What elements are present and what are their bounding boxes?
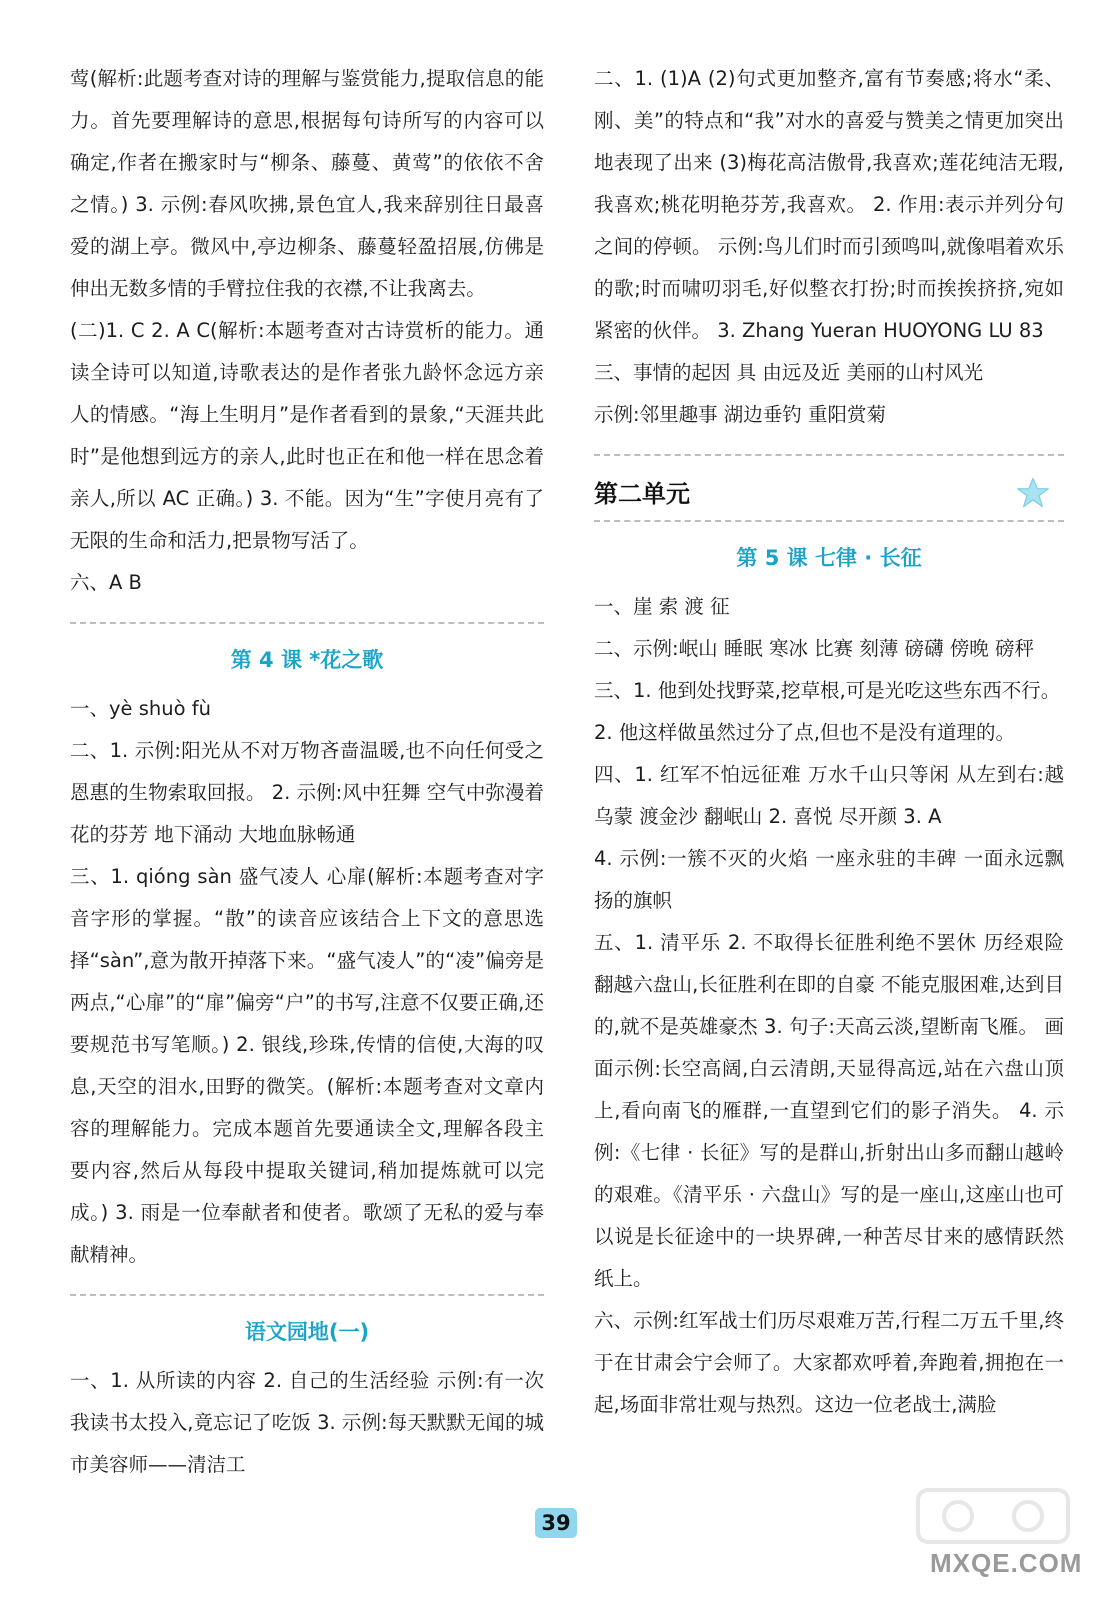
answer-paragraph: 二、示例:岷山 睡眠 寒冰 比赛 刻薄 磅礴 傍晚 磅秤 bbox=[594, 637, 1034, 660]
answer-paragraph: 一、崖 索 渡 征 bbox=[594, 595, 730, 618]
answer-paragraph: 四、1. 红军不怕远征难 万水千山只等闲 从左到右:越乌蒙 渡金沙 翻岷山 2. 喜悦 尽开颜 3. A bbox=[594, 763, 1064, 828]
answer-paragraph: 二、1. (1)A (2)句式更加整齐,富有节奏感;将水“柔、刚、美”的特点和“我”对水的喜爱与赞美之情更加突出地表现了出来 (3)梅花高洁傲骨,我喜欢;莲花纯洁无瑕,我喜欢;桃花明艳芬芳,我喜欢。 2. 作用:表示并列分句之间的停顿。 示例:鸟儿们时而引颈鸣叫,就像唱着欢乐的歌;时而啸叨羽毛,好似整衣打扮;时而挨挨挤挤,宛如紧密的伙伴。 3. Zhang Yueran HUOYONG LU 83 bbox=[594, 67, 1064, 342]
answer-paragraph: 一、yè shuò fù bbox=[70, 697, 211, 720]
answer-paragraph: 一、1. 从所读的内容 2. 自己的生活经验 示例:有一次我读书太投入,竟忘记了吃饭 3. 示例:每天默默无闻的城市美容师——清洁工 bbox=[70, 1369, 544, 1476]
watermark-text: MXQE.COM bbox=[930, 1548, 1083, 1578]
lesson-5-title: 第 5 课 七律 · 长征 bbox=[736, 546, 922, 570]
answer-paragraph: 三、事情的起因 具 由远及近 美丽的山村风光 bbox=[594, 361, 984, 384]
star-icon bbox=[1016, 476, 1050, 510]
answer-paragraph: 六、示例:红军战士们历尽艰难万苦,行程二万五千里,终于在甘肃会宁会师了。大家都欢呼着,奔跑着,拥抱在一起,场面非常壮观与热烈。这边一位老战士,满脸 bbox=[594, 1309, 1064, 1416]
section-divider bbox=[594, 454, 1064, 456]
answer-paragraph: 示例:邻里趣事 湖边垂钓 重阳赏菊 bbox=[594, 403, 886, 426]
answer-paragraph: 2. 他这样做虽然过分了点,但也不是没有道理的。 bbox=[594, 721, 1016, 744]
answer-paragraph: 4. 示例:一簇不灭的火焰 一座永驻的丰碑 一面永远飘扬的旗帜 bbox=[594, 847, 1064, 912]
answer-paragraph: 二、1. 示例:阳光从不对万物吝啬温暖,也不向任何受之恩惠的生物索取回报。 2. 示例:风中狂舞 空气中弥漫着花的芬芳 地下涌动 大地血脉畅通 bbox=[70, 739, 544, 846]
section-divider bbox=[70, 1294, 544, 1296]
answer-paragraph: 五、1. 清平乐 2. 不取得长征胜利绝不罢休 历经艰险翻越六盘山,长征胜利在即的自豪 不能克服困难,达到目的,就不是英雄豪杰 3. 句子:天高云淡,望断南飞雁。 画面示例:长空高阔,白云清朗,天显得高远,站在六盘山顶上,看向南飞的雁群,一直望到它们的影子消失。 4. 示例:《七律 · 长征》写的是群山,折射出山多而翻山越岭的艰难。《清平乐 · 六盘山》写的是一座山,这座山也可以说是长征途中的一块界碑,一种苦尽甘来的感情跃然纸上。 bbox=[594, 931, 1064, 1290]
left-column bbox=[70, 58, 544, 1486]
garden-title: 语文园地(一) bbox=[244, 1320, 370, 1344]
lesson-4-title: 第 4 课 *花之歌 bbox=[230, 648, 384, 672]
answer-paragraph: (二)1. C 2. A C(解析:本题考查对古诗赏析的能力。通读全诗可以知道,诗歌表达的是作者张九龄怀念远方亲人的情感。“海上生明月”是作者看到的景象,“天涯共此时”是他想到远方的亲人,此时也正在和他一样在思念着亲人,所以 AC 正确。) 3. 不能。因为“生”字使月亮有了无限的生命和活力,把景物写活了。 bbox=[70, 319, 544, 552]
unit-title: 第二单元 bbox=[594, 480, 690, 508]
answer-paragraph: 三、1. 他到处找野菜,挖草根,可是光吃这些东西不行。 bbox=[594, 679, 1061, 702]
answer-paragraph: 六、A B bbox=[70, 571, 142, 594]
right-column bbox=[594, 58, 1064, 1426]
answer-paragraph: 莺(解析:此题考查对诗的理解与鉴赏能力,提取信息的能力。首先要理解诗的意思,根据每句诗所写的内容可以确定,作者在搬家时与“柳条、藤蔓、黄莺”的依依不舍之情。) 3. 示例:春风吹拂,景色宜人,我来辞别往日最喜爱的湖上亭。微风中,亭边柳条、藤蔓轻盈招展,仿佛是伸出无数多情的手臂拉住我的衣襟,不让我离去。 bbox=[70, 67, 544, 300]
answer-paragraph: 三、1. qióng sàn 盛气凌人 心扉(解析:本题考查对字音字形的掌握。“散”的读音应该结合上下文的意思选择“sàn”,意为散开掉落下来。“盛气凌人”的“凌”偏旁是两点,“心扉”的“扉”偏旁“户”的书写,注意不仅要正确,还要规范书写笔顺。) 2. 银线,珍珠,传情的信使,大海的叹息,天空的泪水,田野的微笑。(解析:本题考查对文章内容的理解能力。完成本题首先要通读全文,理解各段主要内容,然后从每段中提取关键词,稍加提炼就可以完成。) 3. 雨是一位奉献者和使者。歌颂了无私的爱与奉献精神。 bbox=[70, 865, 544, 1266]
section-divider bbox=[70, 622, 544, 624]
page-number: 39 bbox=[535, 1508, 577, 1538]
unit-header bbox=[594, 468, 1064, 522]
unit-underline bbox=[594, 520, 1064, 522]
